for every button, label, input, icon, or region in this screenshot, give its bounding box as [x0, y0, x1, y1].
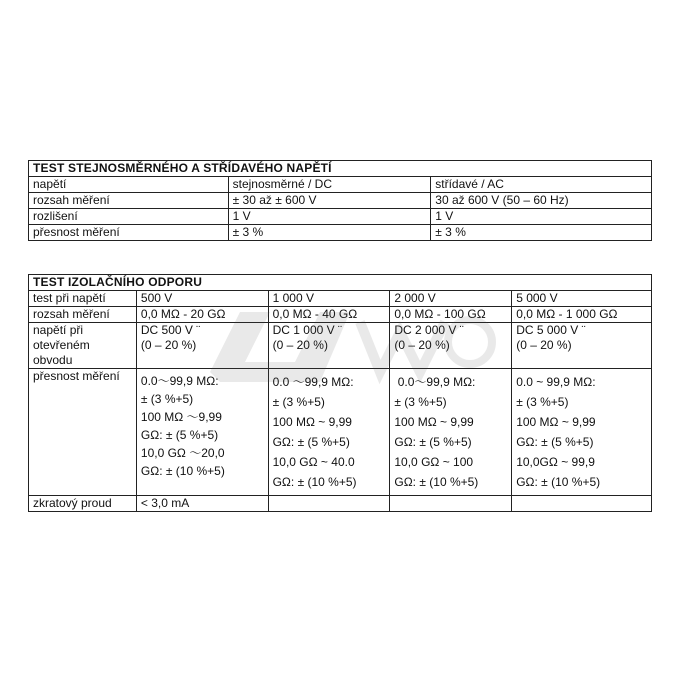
row-label: rozlišení	[29, 209, 229, 225]
table-cell: 0.0 〜99,9 MΩ: ± (3 %+5) 100 MΩ ~ 9,99 GΩ: ± (5 %+5) 10,0 GΩ ~ 40.0 GΩ: ± (10 %+5)	[268, 369, 390, 496]
table-row	[29, 209, 652, 225]
row-label: rozsah měření	[29, 307, 137, 323]
table-row	[29, 177, 652, 193]
table-cell: ± 3 %	[228, 225, 431, 241]
table-cell: DC 500 V ¨ (0 – 20 %)	[136, 323, 268, 369]
table-cell: 500 V	[136, 291, 268, 307]
table-cell: ± 30 až ± 600 V	[228, 193, 431, 209]
table-cell	[268, 496, 390, 512]
table-cell: 0.0〜99,9 MΩ: ± (3 %+5) 100 MΩ ~ 9,99 GΩ: ± (5 %+5) 10,0 GΩ ~ 100 GΩ: ± (10 %+5)	[390, 369, 512, 496]
row-label: test při napětí	[29, 291, 137, 307]
table-cell: DC 1 000 V ¨ (0 – 20 %)	[268, 323, 390, 369]
row-label: napětí	[29, 177, 229, 193]
table-cell: 1 000 V	[268, 291, 390, 307]
insulation-test-table	[28, 274, 652, 512]
table-row	[29, 225, 652, 241]
table-cell: 1 V	[228, 209, 431, 225]
table-cell: 0,0 MΩ - 100 GΩ	[390, 307, 512, 323]
table-cell: 0.0 ~ 99,9 MΩ: ± (3 %+5) 100 MΩ ~ 9,99 GΩ: ± (5 %+5) 10,0GΩ ~ 99,9 GΩ: ± (10 %+5)	[512, 369, 652, 496]
table-cell: střídavé / AC	[431, 177, 652, 193]
table-cell: 30 až 600 V (50 – 60 Hz)	[431, 193, 652, 209]
table-row	[29, 323, 652, 369]
table-cell: < 3,0 mA	[136, 496, 268, 512]
table-title-row	[29, 161, 652, 177]
table-cell: stejnosměrné / DC	[228, 177, 431, 193]
table-cell: DC 5 000 V ¨ (0 – 20 %)	[512, 323, 652, 369]
row-label: přesnost měření	[29, 369, 137, 496]
row-label: zkratový proud	[29, 496, 137, 512]
table-cell	[390, 496, 512, 512]
row-label: rozsah měření	[29, 193, 229, 209]
table-row	[29, 307, 652, 323]
table-row	[29, 291, 652, 307]
table-title-row	[29, 275, 652, 291]
table-cell: ± 3 %	[431, 225, 652, 241]
voltage-test-title: TEST STEJNOSMĚRNÉHO A STŘÍDAVÉHO NAPĚTÍ	[29, 161, 652, 177]
table-cell: DC 2 000 V ¨ (0 – 20 %)	[390, 323, 512, 369]
insulation-test-title: TEST IZOLAČNÍHO ODPORU	[29, 275, 652, 291]
table-cell: 1 V	[431, 209, 652, 225]
table-row	[29, 369, 652, 496]
table-cell: 2 000 V	[390, 291, 512, 307]
row-label: přesnost měření	[29, 225, 229, 241]
table-cell: 5 000 V	[512, 291, 652, 307]
table-cell: 0,0 MΩ - 1 000 GΩ	[512, 307, 652, 323]
table-row	[29, 193, 652, 209]
table-cell: 0,0 MΩ - 40 GΩ	[268, 307, 390, 323]
row-label: napětí při otevřeném obvodu	[29, 323, 137, 369]
table-cell: 0,0 MΩ - 20 GΩ	[136, 307, 268, 323]
table-cell: 0.0〜99,9 MΩ: ± (3 %+5) 100 MΩ 〜9,99 GΩ: ± (5 %+5) 10,0 GΩ 〜20,0 GΩ: ± (10 %+5)	[136, 369, 268, 496]
table-row	[29, 496, 652, 512]
table-cell	[512, 496, 652, 512]
voltage-test-table	[28, 160, 652, 241]
